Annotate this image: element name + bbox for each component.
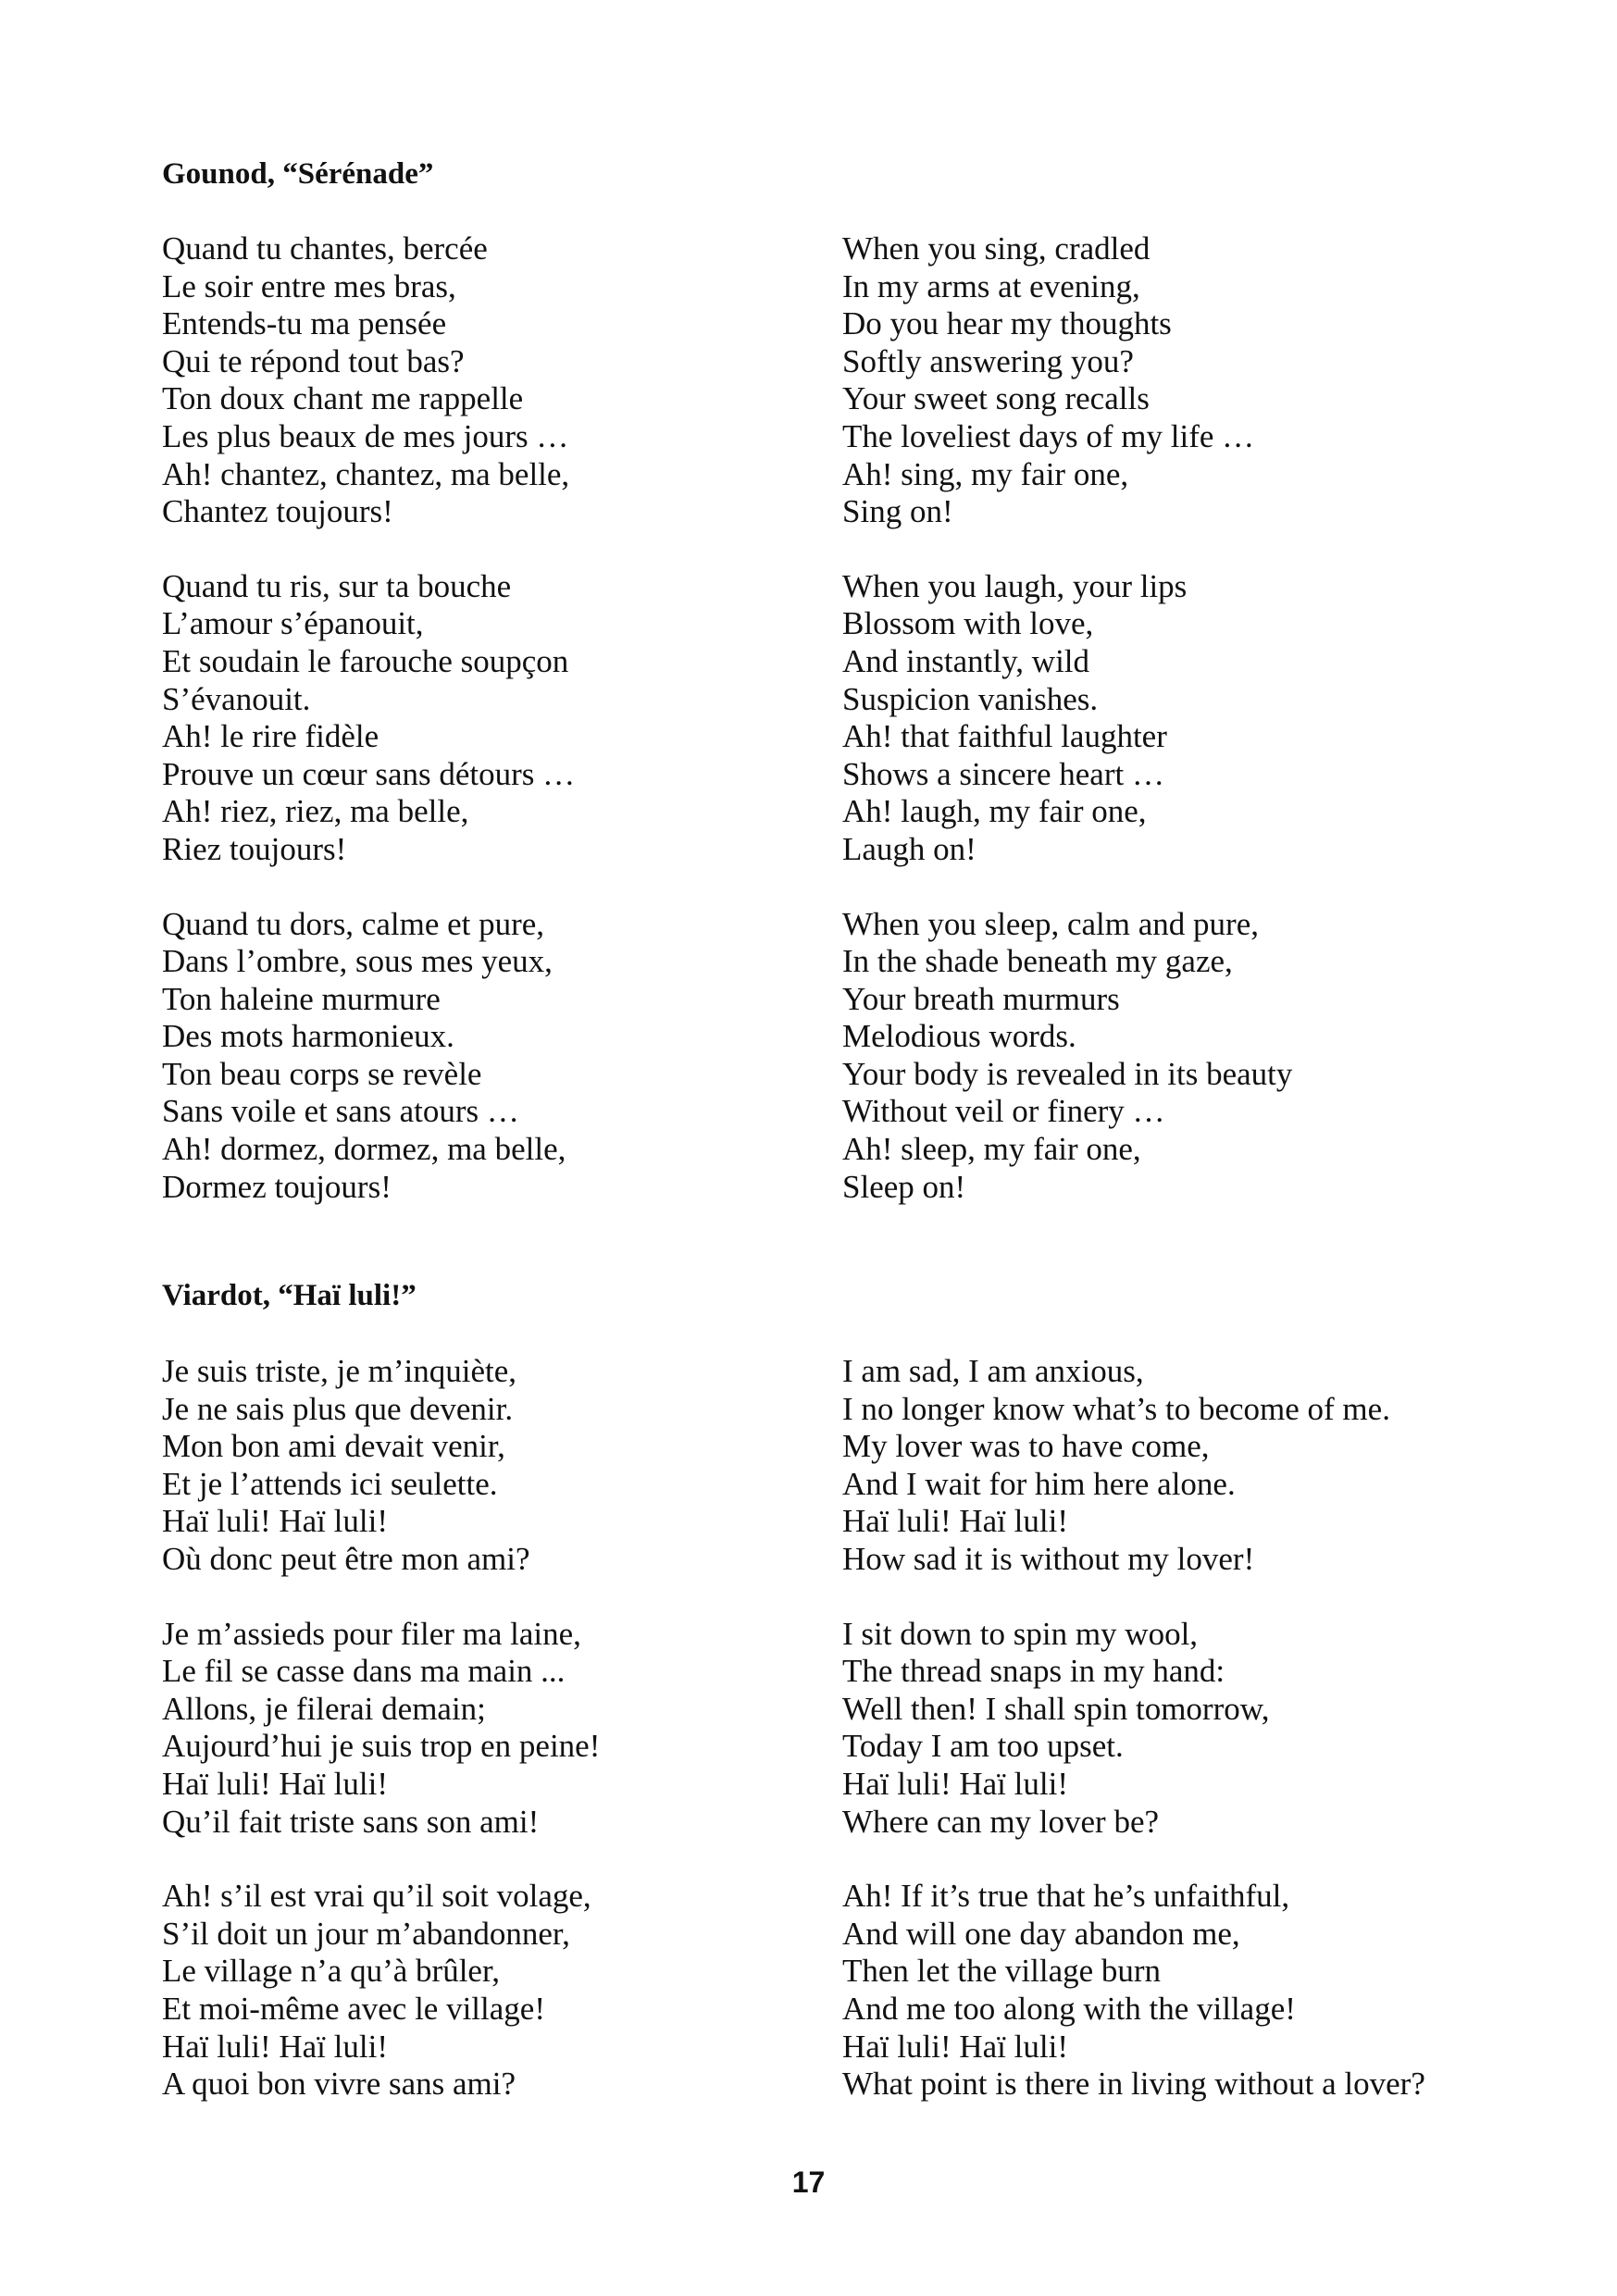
stanza (842, 230, 1564, 531)
verse-line: And instantly, wild (842, 642, 1090, 679)
song-title-viardot: Viardot, “Haï luli!” (162, 1279, 417, 1312)
verse-line: Your sweet song recalls (842, 380, 1150, 417)
verse-line: Où donc peut être mon ami? (162, 1540, 530, 1577)
verse-line: Prouve un cœur sans détours … (162, 755, 576, 792)
verse-line: Quand tu dors, calme et pure, (162, 905, 545, 942)
verse-line: In my arms at evening, (842, 267, 1140, 304)
verse-line: Where can my lover be? (842, 1803, 1160, 1840)
verse-line: In the shade beneath my gaze, (842, 943, 1233, 980)
verse-line: And I wait for him here alone. (842, 1465, 1236, 1502)
verse-line: Haï luli! Haï luli! (162, 2028, 388, 2065)
stanza (842, 1616, 1564, 1842)
verse-line: Je ne sais plus que devenir. (162, 1390, 514, 1427)
verse-line: Le fil se casse dans ma main ... (162, 1653, 566, 1690)
verse-line: Well then! I shall spin tomorrow, (842, 1690, 1270, 1727)
gounod-english-translation (842, 230, 1564, 1206)
verse-line: Je m’assieds pour filer ma laine, (162, 1615, 581, 1652)
verse-line: A quoi bon vivre sans ami? (162, 2066, 516, 2103)
stanza (162, 906, 828, 1207)
verse-line: S’évanouit. (162, 680, 311, 717)
song-title-gounod: Gounod, “Sérénade” (162, 157, 434, 191)
stanza (842, 906, 1564, 1207)
verse-line: Mon bon ami devait venir, (162, 1428, 505, 1465)
verse-line: My lover was to have come, (842, 1428, 1210, 1465)
stanza (842, 568, 1564, 869)
verse-line: Ah! le rire fidèle (162, 718, 379, 755)
verse-line: Haï luli! Haï luli! (162, 1503, 388, 1540)
verse-line: Qu’il fait triste sans son ami! (162, 1803, 540, 1840)
verse-line: Ah! dormez, dormez, ma belle, (162, 1131, 566, 1168)
verse-line: Laugh on! (842, 830, 976, 867)
verse-line: How sad it is without my lover! (842, 1540, 1255, 1577)
verse-line: What point is there in living without a lover? (842, 2066, 1425, 2103)
verse-line: Then let the village burn (842, 1953, 1162, 1990)
verse-line: Your breath murmurs (842, 980, 1120, 1017)
verse-line: When you sleep, calm and pure, (842, 905, 1259, 942)
verse-line: The loveliest days of my life … (842, 417, 1255, 454)
verse-line: Ah! riez, riez, ma belle, (162, 793, 469, 830)
gounod-french-text (162, 230, 828, 1206)
verse-line: Le soir entre mes bras, (162, 267, 456, 304)
verse-line: Le village n’a qu’à brûler, (162, 1953, 500, 1990)
stanza (162, 230, 828, 531)
verse-line: L’amour s’épanouit, (162, 605, 424, 642)
verse-line: Quand tu chantes, bercée (162, 230, 488, 267)
verse-line: And me too along with the village! (842, 1990, 1296, 2027)
verse-line: Et soudain le farouche soupçon (162, 642, 569, 679)
page-number: 17 (791, 2166, 826, 2199)
verse-line: Ton haleine murmure (162, 980, 441, 1017)
verse-line: Ah! s’il est vrai qu’il soit volage, (162, 1878, 591, 1915)
verse-line: Ah! If it’s true that he’s unfaithful, (842, 1878, 1290, 1915)
verse-line: Ah! laugh, my fair one, (842, 793, 1147, 830)
verse-line: Ah! that faithful laughter (842, 718, 1167, 755)
verse-line: Melodious words. (842, 1018, 1076, 1055)
verse-line: Today I am too upset. (842, 1728, 1124, 1765)
verse-line: Qui te répond tout bas? (162, 342, 465, 379)
viardot-french-text (162, 1353, 828, 2104)
verse-line: Do you hear my thoughts (842, 305, 1172, 342)
verse-line: When you laugh, your lips (842, 567, 1188, 604)
stanza (162, 1353, 828, 1579)
verse-line: Haï luli! Haï luli! (842, 2028, 1068, 2065)
verse-line: Ton beau corps se revèle (162, 1055, 482, 1092)
verse-line: Haï luli! Haï luli! (842, 1503, 1068, 1540)
verse-line: Blossom with love, (842, 605, 1094, 642)
verse-line: Des mots harmonieux. (162, 1018, 454, 1055)
verse-line: Shows a sincere heart … (842, 755, 1164, 792)
verse-line: Haï luli! Haï luli! (162, 1765, 388, 1802)
verse-line: I am sad, I am anxious, (842, 1353, 1144, 1389)
verse-line: Ah! sing, my fair one, (842, 455, 1129, 492)
verse-line: Ton doux chant me rappelle (162, 380, 524, 417)
verse-line: Your body is revealed in its beauty (842, 1055, 1293, 1092)
verse-line: Entends-tu ma pensée (162, 305, 447, 342)
verse-line: Je suis triste, je m’inquiète, (162, 1353, 516, 1389)
verse-line: Without veil or finery … (842, 1093, 1165, 1130)
stanza (162, 1878, 828, 2104)
verse-line: Quand tu ris, sur ta bouche (162, 567, 512, 604)
verse-line: Ah! chantez, chantez, ma belle, (162, 455, 570, 492)
verse-line: Suspicion vanishes. (842, 680, 1099, 717)
verse-line: Chantez toujours! (162, 493, 393, 530)
verse-line: Aujourd’hui je suis trop en peine! (162, 1728, 601, 1765)
viardot-english-translation (842, 1353, 1564, 2104)
verse-line: And will one day abandon me, (842, 1915, 1240, 1952)
verse-line: Les plus beaux de mes jours … (162, 417, 569, 454)
verse-line: Sleep on! (842, 1168, 966, 1205)
verse-line: Riez toujours! (162, 830, 347, 867)
stanza (842, 1353, 1564, 1579)
verse-line: I sit down to spin my wool, (842, 1615, 1199, 1652)
verse-line: Et moi-même avec le village! (162, 1990, 545, 2027)
verse-line: The thread snaps in my hand: (842, 1653, 1225, 1690)
verse-line: Dormez toujours! (162, 1168, 392, 1205)
verse-line: Haï luli! Haï luli! (842, 1765, 1068, 1802)
verse-line: Allons, je filerai demain; (162, 1690, 486, 1727)
verse-line: S’il doit un jour m’abandonner, (162, 1915, 570, 1952)
verse-line: I no longer know what’s to become of me. (842, 1390, 1390, 1427)
verse-line: Softly answering you? (842, 342, 1134, 379)
verse-line: Sing on! (842, 493, 953, 530)
verse-line: Sans voile et sans atours … (162, 1093, 519, 1130)
verse-line: Ah! sleep, my fair one, (842, 1131, 1141, 1168)
stanza (162, 1616, 828, 1842)
stanza (162, 568, 828, 869)
verse-line: When you sing, cradled (842, 230, 1151, 267)
verse-line: Dans l’ombre, sous mes yeux, (162, 943, 553, 980)
stanza (842, 1878, 1564, 2104)
verse-line: Et je l’attends ici seulette. (162, 1465, 498, 1502)
